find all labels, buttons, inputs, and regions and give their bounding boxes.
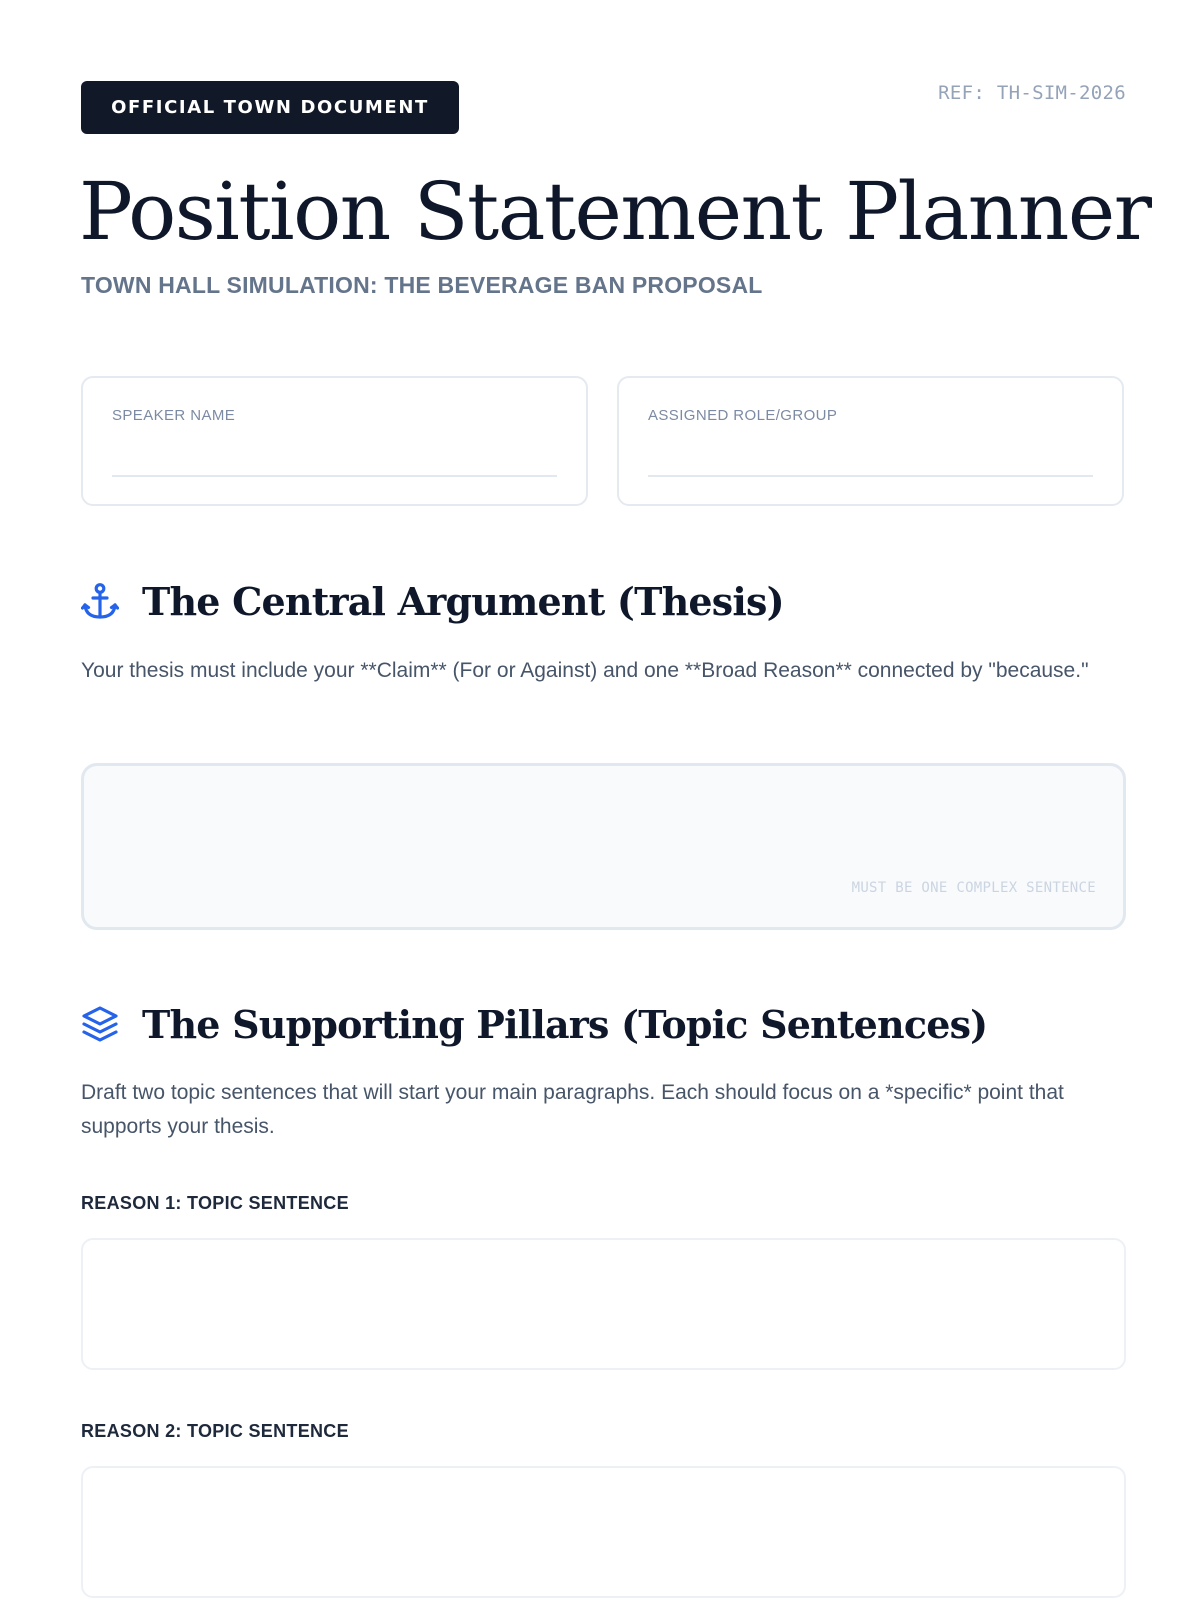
pillars-section-title: The Supporting Pillars (Topic Sentences) [142,1002,988,1047]
page-title: Position Statement Planner [79,165,1151,258]
reason-1-input[interactable] [81,1238,1126,1370]
reason-2-input[interactable] [81,1466,1126,1598]
pillars-section-header [81,1002,987,1047]
thesis-hint: MUST BE ONE COMPLEX SENTENCE [851,880,1096,896]
document-badge: OFFICIAL TOWN DOCUMENT [81,81,459,134]
pillars-description: Draft two topic sentences that will start your main paragraphs. Each should focus on a *specific* point that supports your thesis. [81,1081,1064,1138]
speaker-name-label: SPEAKER NAME [112,407,236,424]
reason-2-label: REASON 2: TOPIC SENTENCE [81,1421,349,1441]
role-card [617,376,1124,506]
reason-1-label: REASON 1: TOPIC SENTENCE [81,1193,349,1213]
reference-code: REF: TH-SIM-2026 [938,82,1126,104]
thesis-section-title: The Central Argument (Thesis) [142,579,784,624]
anchor-icon [81,582,119,622]
speaker-name-card [81,376,588,506]
thesis-input[interactable] [81,763,1126,930]
speaker-name-input[interactable] [112,475,557,477]
layers-icon [81,1005,119,1045]
thesis-description: Your thesis must include your **Claim** (For or Against) and one **Broad Reason** connected by "because." [81,659,1089,682]
role-label: ASSIGNED ROLE/GROUP [648,407,838,424]
page-subtitle: TOWN HALL SIMULATION: THE BEVERAGE BAN PROPOSAL [81,272,763,298]
thesis-section-header [81,579,784,624]
role-input[interactable] [648,475,1093,477]
